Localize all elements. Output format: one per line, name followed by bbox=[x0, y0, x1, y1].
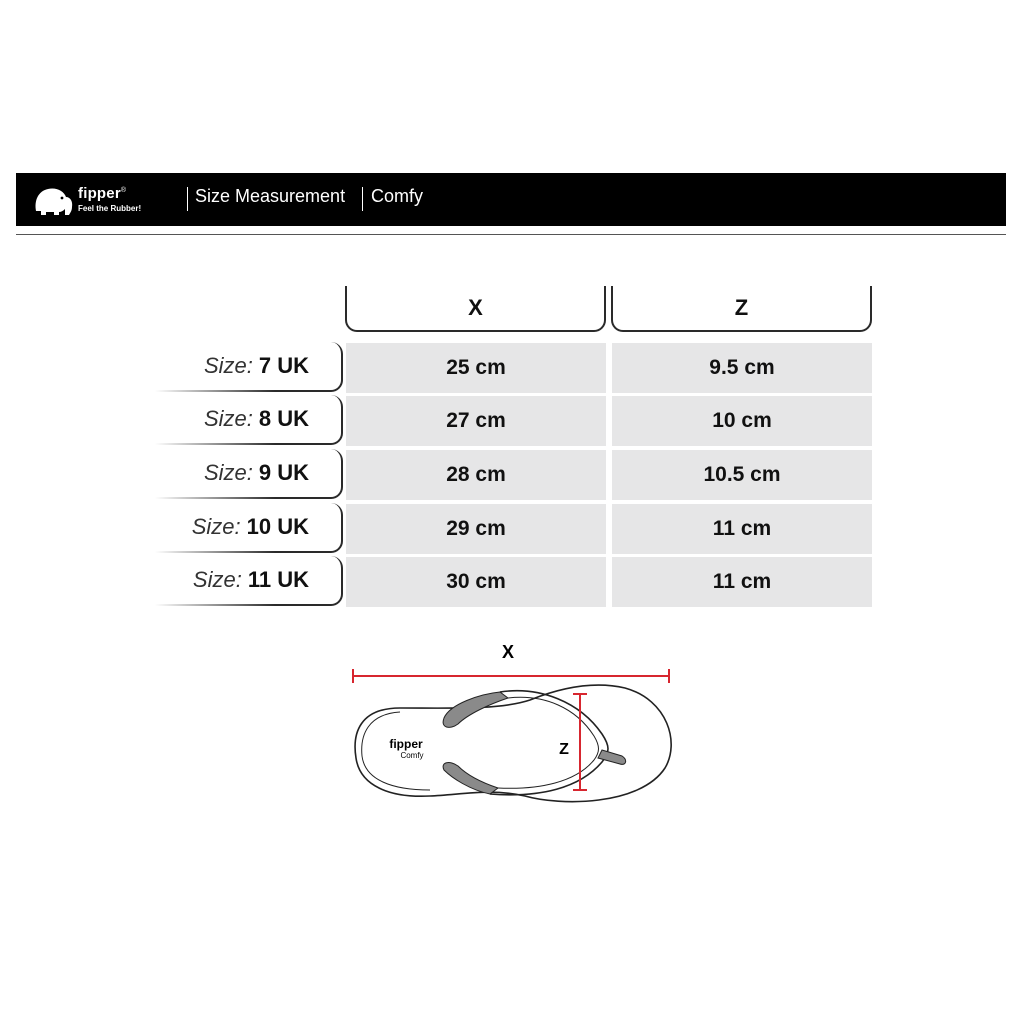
size-prefix: Size: bbox=[192, 567, 242, 592]
variant-title: Comfy bbox=[371, 186, 424, 206]
row-label-size bbox=[155, 556, 343, 606]
row-underline bbox=[155, 497, 275, 499]
size-value: 11 UK bbox=[247, 567, 309, 592]
row-underline bbox=[155, 604, 275, 606]
cell-x: 30 cm bbox=[346, 557, 606, 607]
row-label-size bbox=[155, 342, 343, 392]
sole-model-text: Comfy bbox=[400, 751, 424, 760]
cell-z: 10 cm bbox=[612, 396, 872, 446]
cell-x: 28 cm bbox=[346, 450, 606, 500]
header-separator bbox=[362, 187, 363, 211]
size-prefix: Size: bbox=[203, 406, 253, 431]
cell-x: 29 cm bbox=[346, 504, 606, 554]
cell-x: 27 cm bbox=[346, 396, 606, 446]
header-rule bbox=[16, 234, 1006, 235]
z-dimension-label: Z bbox=[559, 741, 569, 758]
x-measure-line bbox=[353, 669, 669, 683]
sandal-measurement-diagram bbox=[340, 638, 690, 818]
section-title: Size Measurement bbox=[195, 186, 346, 206]
column-header-x: X bbox=[345, 286, 606, 332]
size-prefix: Size: bbox=[203, 460, 253, 485]
header-bar bbox=[16, 173, 1006, 226]
row-underline bbox=[155, 443, 275, 445]
size-value: 10 UK bbox=[246, 514, 309, 539]
size-prefix: Size: bbox=[203, 353, 253, 378]
row-label-size bbox=[155, 449, 343, 499]
sole-brand-text: fipper bbox=[389, 737, 423, 751]
size-value: 8 UK bbox=[258, 406, 309, 431]
row-underline bbox=[155, 551, 275, 553]
size-value: 9 UK bbox=[258, 460, 309, 485]
size-value: 7 UK bbox=[258, 353, 309, 378]
cell-z: 9.5 cm bbox=[612, 343, 872, 393]
row-label-size bbox=[155, 503, 343, 553]
row-underline bbox=[155, 390, 275, 392]
cell-x: 25 cm bbox=[346, 343, 606, 393]
brand-tagline: Feel the Rubber! bbox=[78, 204, 142, 213]
column-header-z: Z bbox=[611, 286, 872, 332]
size-prefix: Size: bbox=[191, 514, 241, 539]
row-label-size bbox=[155, 395, 343, 445]
cell-z: 10.5 cm bbox=[612, 450, 872, 500]
cell-z: 11 cm bbox=[612, 504, 872, 554]
header-separator bbox=[187, 187, 188, 211]
cell-z: 11 cm bbox=[612, 557, 872, 607]
brand-name: fipper® bbox=[78, 185, 127, 202]
x-dimension-label: X bbox=[501, 642, 515, 662]
